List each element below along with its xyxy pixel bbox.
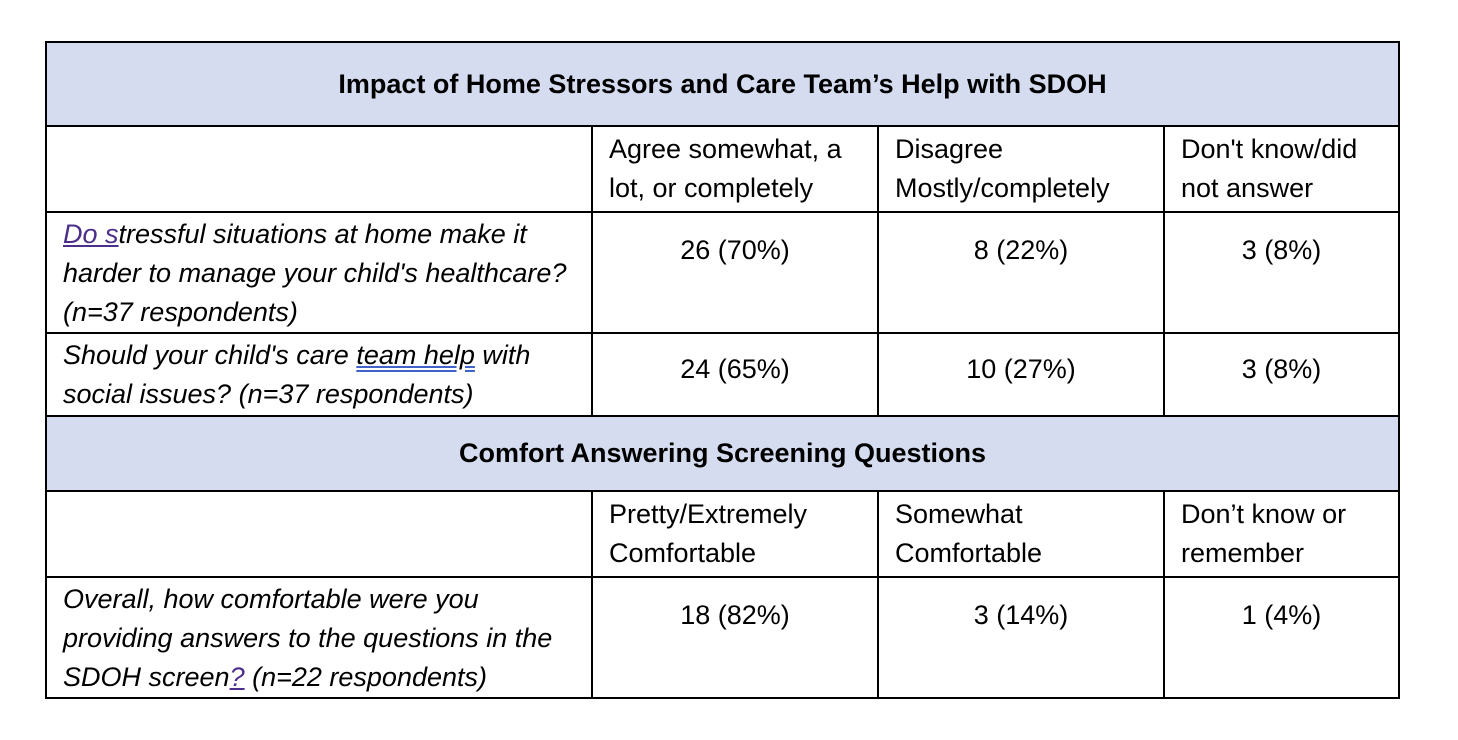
column-header: Don’t know or remember: [1164, 491, 1399, 577]
survey-results-table: [45, 41, 1400, 699]
value-cell: 26 (70%): [592, 212, 878, 333]
column-header-row: [46, 126, 1399, 212]
value-cell: 3 (14%): [878, 577, 1164, 698]
question-text: Should your child's care: [63, 340, 357, 370]
table-row: [46, 333, 1399, 416]
question-cell: [46, 212, 592, 333]
value-cell: 3 (8%): [1164, 212, 1399, 333]
value-cell: 10 (27%): [878, 333, 1164, 416]
column-header: Disagree Mostly/completely: [878, 126, 1164, 212]
value-cell: 8 (22%): [878, 212, 1164, 333]
section-title: Comfort Answering Screening Questions: [46, 416, 1399, 491]
empty-header-cell: [46, 491, 592, 577]
question-link-text[interactable]: ?: [229, 662, 245, 692]
table-row: [46, 577, 1399, 698]
empty-header-cell: [46, 126, 592, 212]
section-title: Impact of Home Stressors and Care Team’s Help with SDOH: [46, 42, 1399, 126]
column-header: Pretty/Extremely Comfortable: [592, 491, 878, 577]
question-cell: [46, 577, 592, 698]
question-text: Overall, how comfortable were you providing answers to the questions in the SDOH screen: [63, 584, 553, 692]
question-marked-text: team help: [356, 340, 475, 370]
column-header: Somewhat Comfortable: [878, 491, 1164, 577]
question-text: (n=22 respondents): [244, 662, 488, 692]
question-text: tressful situations at home make it harder to manage your child's healthcare? (n=37 respondents): [63, 219, 567, 327]
section-header-row: [46, 416, 1399, 491]
column-header: Agree somewhat, a lot, or completely: [592, 126, 878, 212]
question-link-text[interactable]: Do s: [63, 219, 119, 249]
section-header-row: [46, 42, 1399, 126]
column-header: Don't know/did not answer: [1164, 126, 1399, 212]
value-cell: 18 (82%): [592, 577, 878, 698]
column-header-row: [46, 491, 1399, 577]
value-cell: 1 (4%): [1164, 577, 1399, 698]
value-cell: 24 (65%): [592, 333, 878, 416]
question-text: with social issues? (n=37 respondents): [63, 340, 531, 409]
value-cell: 3 (8%): [1164, 333, 1399, 416]
question-cell: [46, 333, 592, 416]
table-row: [46, 212, 1399, 333]
